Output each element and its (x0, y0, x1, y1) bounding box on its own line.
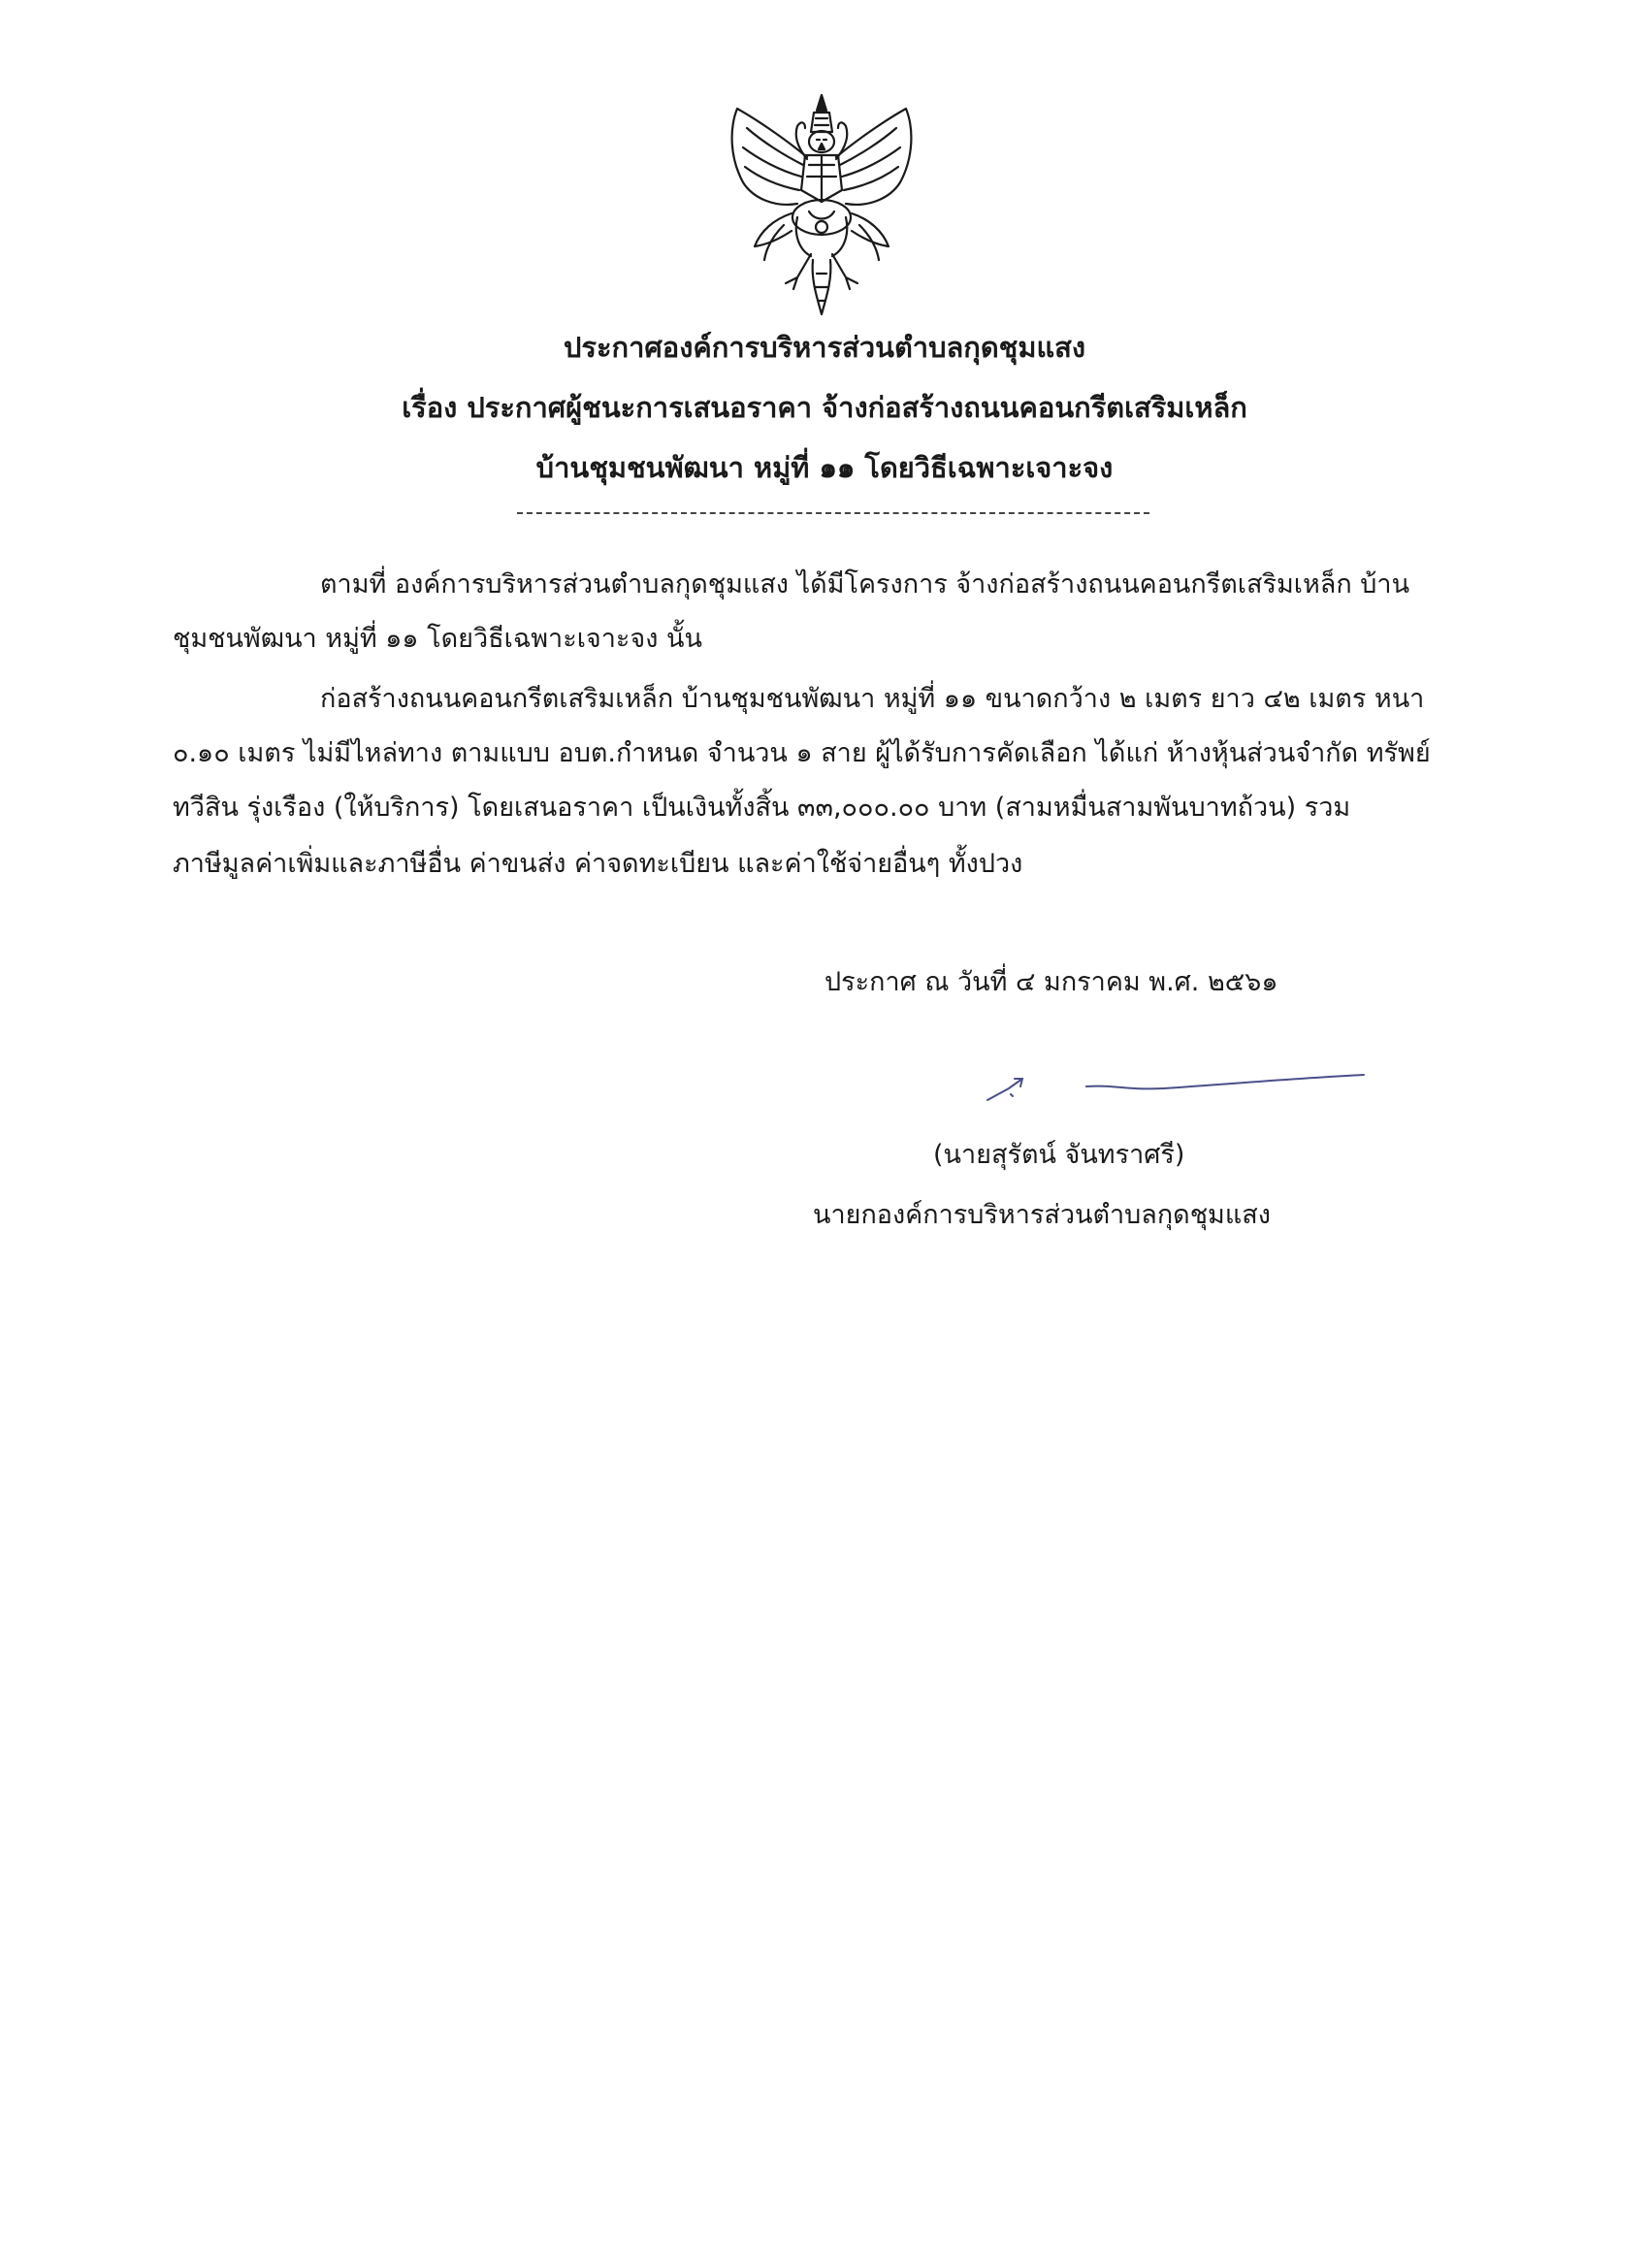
paragraph-2-line-3: ทวีสิน รุ่งเรือง (ให้บริการ) โดยเสนอราคา เป็นเงินทั้งสิ้น ๓๓,๐๐๐.๐๐ บาท (สามหมื่นสามพันบาทถ้วน) รวม (173, 793, 1351, 823)
paragraph-2-line-2: ๐.๑๐ เมตร ไม่มีไหล่ทาง ตามแบบ อบต.กำหนด จำนวน ๑ สาย ผู้ได้รับการคัดเลือก ได้แก่ ห้างหุ้นส่วนจำกัด ทรัพย์ (173, 738, 1431, 768)
paragraph-2-line-4: ภาษีมูลค่าเพิ่มและภาษีอื่น ค่าขนส่ง ค่าจดทะเบียน และค่าใช้จ่ายอื่นๆ ทั้งปวง (173, 849, 1023, 879)
paragraph-2-line-1: ก่อสร้างถนนคอนกรีตเสริมเหล็ก บ้านชุมชนพัฒนา หมู่ที่ ๑๑ ขนาดกว้าง ๒ เมตร ยาว ๔๒ เมตร หนา (320, 684, 1425, 714)
subject-line-1: เรื่อง ประกาศผู้ชนะการเสนอราคา จ้างก่อสร้างถนนคอนกรีตเสริมเหล็ก (402, 391, 1247, 424)
signer-title: นายกองค์การบริหารส่วนตำบลกุดชุมแสง (813, 1200, 1271, 1230)
signer-name: (นายสุรัตน์ จันทราศรี) (933, 1140, 1185, 1170)
paragraph-1-line-1: ตามที่ องค์การบริหารส่วนตำบลกุดชุมแสง ได้มีโครงการ จ้างก่อสร้างถนนคอนกรีตเสริมเหล็ก บ้าน (320, 569, 1410, 599)
paragraph-1-line-2: ชุมชนพัฒนา หมู่ที่ ๑๑ โดยวิธีเฉพาะเจาะจง นั้น (173, 624, 702, 654)
signature-scribble (980, 1067, 1368, 1116)
announcement-date: ประกาศ ณ วันที่ ๔ มกราคม พ.ศ. ๒๕๖๑ (824, 967, 1278, 997)
title-separator (517, 512, 1149, 514)
document-title: ประกาศองค์การบริหารส่วนตำบลกุดชุมแสง (563, 331, 1085, 364)
subject-line-2: บ้านชุมชนพัฒนา หมู่ที่ ๑๑ โดยวิธีเฉพาะเจาะจง (535, 451, 1114, 484)
garuda-emblem-icon (716, 89, 927, 322)
